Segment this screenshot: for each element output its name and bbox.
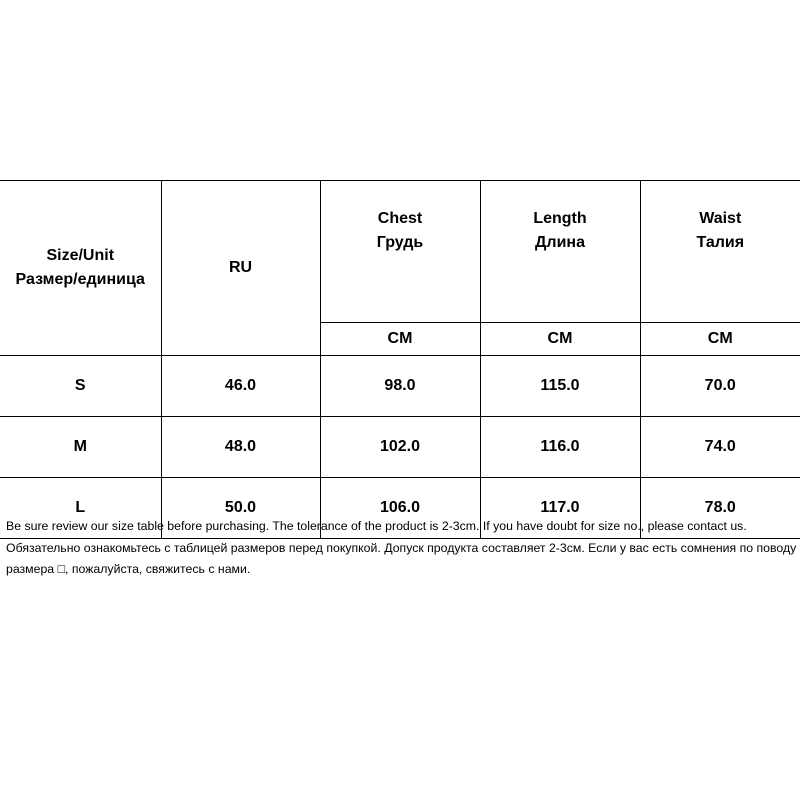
table-row bbox=[0, 356, 800, 417]
header-length-en: Length bbox=[533, 210, 587, 227]
header-ru bbox=[161, 181, 320, 356]
cell-waist: 74.0 bbox=[640, 417, 800, 478]
unit-waist: CM bbox=[640, 323, 800, 356]
header-size-unit bbox=[0, 181, 161, 356]
cell-length: 115.0 bbox=[480, 356, 640, 417]
note-line-1: Be sure review our size table before purchasing. The tolerance of the product is 2-3cm. If you have doubt for size no., please contact us. bbox=[6, 519, 747, 533]
note-line-3: размера □, пожалуйста, свяжитесь с нами. bbox=[6, 562, 251, 576]
header-size-ru: Размер/единица bbox=[15, 271, 145, 288]
header-waist-en: Waist bbox=[699, 210, 742, 227]
cell-chest: 98.0 bbox=[320, 356, 480, 417]
size-notes bbox=[6, 516, 800, 581]
cell-chest: 106.0 bbox=[320, 478, 480, 539]
cell-chest: 102.0 bbox=[320, 417, 480, 478]
header-size-en: Size/Unit bbox=[46, 247, 115, 264]
header-ru-label: RU bbox=[228, 259, 253, 276]
cell-waist: 78.0 bbox=[640, 478, 800, 539]
cell-length: 117.0 bbox=[480, 478, 640, 539]
header-waist bbox=[640, 181, 800, 323]
header-chest bbox=[320, 181, 480, 323]
cell-size: M bbox=[0, 417, 161, 478]
cell-ru: 46.0 bbox=[161, 356, 320, 417]
header-length-ru: Длина bbox=[535, 234, 585, 251]
unit-chest: CM bbox=[320, 323, 480, 356]
header-length bbox=[480, 181, 640, 323]
size-table bbox=[0, 180, 800, 539]
table-header-row bbox=[0, 181, 800, 323]
cell-ru: 48.0 bbox=[161, 417, 320, 478]
table-row bbox=[0, 417, 800, 478]
header-chest-ru: Грудь bbox=[376, 234, 424, 251]
cell-ru: 50.0 bbox=[161, 478, 320, 539]
note-line-2: Обязательно ознакомьтесь с таблицей размеров перед покупкой. Допуск продукта составляет 2-3см. Если у вас есть сомнения по поводу bbox=[6, 540, 797, 555]
cell-size: L bbox=[0, 478, 161, 539]
cell-size: S bbox=[0, 356, 161, 417]
cell-length: 116.0 bbox=[480, 417, 640, 478]
header-waist-ru: Талия bbox=[696, 234, 745, 251]
cell-waist: 70.0 bbox=[640, 356, 800, 417]
header-chest-en: Chest bbox=[377, 210, 423, 227]
unit-length: CM bbox=[480, 323, 640, 356]
